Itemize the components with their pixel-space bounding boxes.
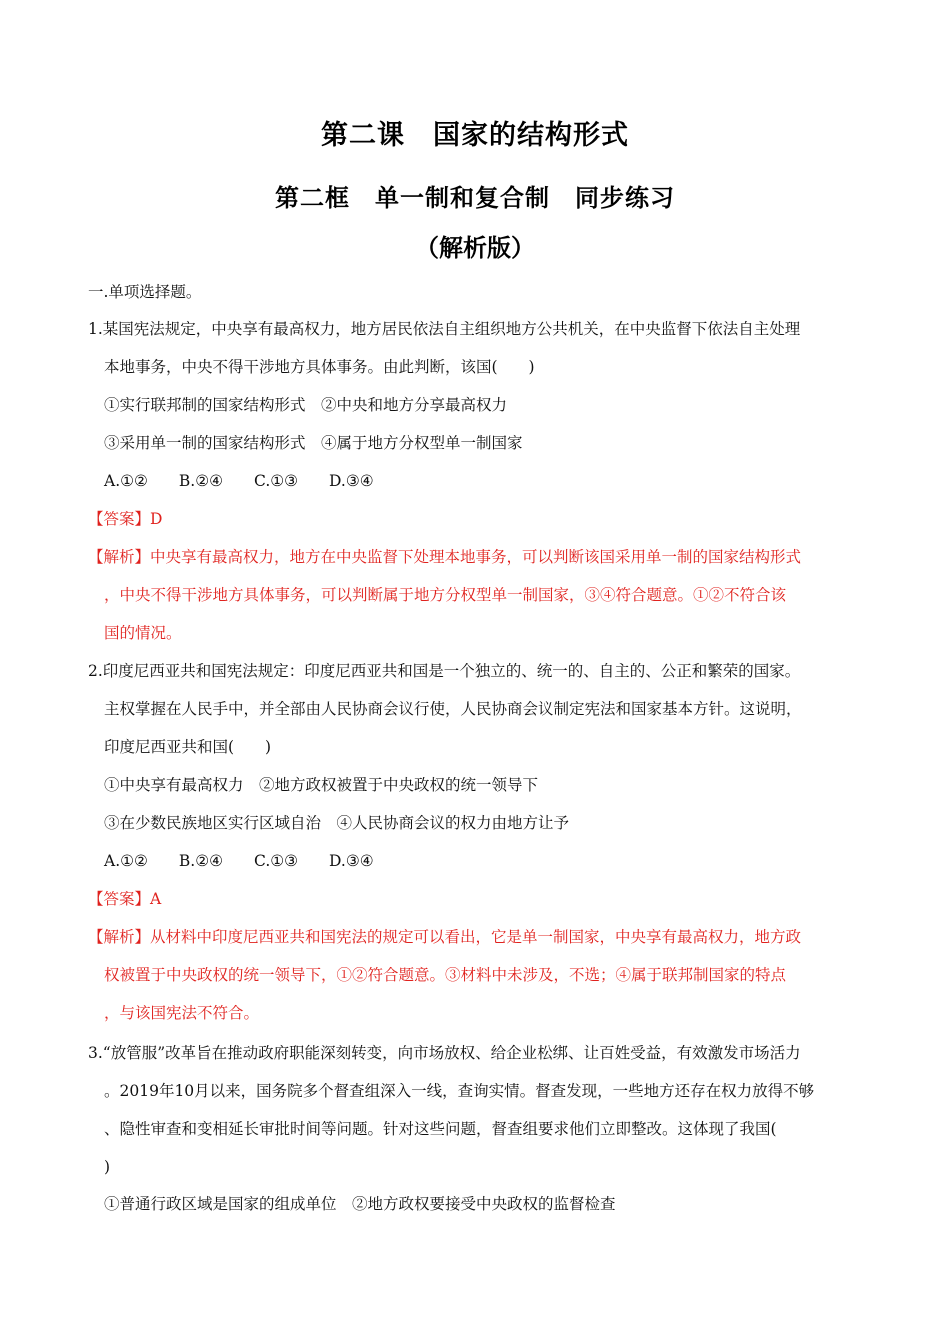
q3-stem-line3: 、隐性审查和变相延长审批时间等问题。针对这些问题，督查组要求他们立即整改。这体现了我国( (104, 1120, 777, 1138)
q1-options-line2: ③采用单一制的国家结构形式 ④属于地方分权型单一制国家 (104, 434, 523, 452)
q1-analysis-line3: 国的情况。 (104, 624, 182, 642)
q2-stem-line3: 印度尼西亚共和国( ) (104, 738, 272, 756)
q2-analysis-line1: 【解析】从材料中印度尼西亚共和国宪法的规定可以看出，它是单一制国家，中央享有最高权力，地方政 (88, 928, 802, 946)
q3-stem-line4: ) (104, 1158, 111, 1176)
q2-options-line1: ①中央享有最高权力 ②地方政权被置于中央政权的统一领导下 (104, 776, 539, 794)
section-title: 第二框 单一制和复合制 同步练习 (275, 184, 675, 212)
q1-stem-line2: 本地事务，中央不得干涉地方具体事务。由此判断，该国( ) (104, 358, 535, 376)
q1-analysis-line2: ，中央不得干涉地方具体事务，可以判断属于地方分权型单一制国家，③④符合题意。①②不符合该 (104, 586, 787, 604)
q1-choices: A.①② B.②④ C.①③ D.③④ (104, 472, 374, 490)
q1-stem-line1: 1.某国宪法规定，中央享有最高权力，地方居民依法自主组织地方公共机关，在中央监督下依法自主处理 (88, 320, 801, 338)
q3-stem-line1: 3.“放管服”改革旨在推动政府职能深刻转变，向市场放权、给企业松绑、让百姓受益，有效激发市场活力 (88, 1044, 801, 1062)
edition-title: （解析版） (415, 234, 535, 262)
lesson-title: 第二课 国家的结构形式 (321, 120, 629, 151)
q2-stem-line2: 主权掌握在人民手中，并全部由人民协商会议行使，人民协商会议制定宪法和国家基本方针。这说明， (104, 700, 802, 718)
q2-analysis-line3: ，与该国宪法不符合。 (104, 1004, 260, 1022)
q3-stem-line2: 。2019年10月以来，国务院多个督查组深入一线，查询实情。督查发现，一些地方还存在权力放得不够 (104, 1082, 815, 1100)
q1-options-line1: ①实行联邦制的国家结构形式 ②中央和地方分享最高权力 (104, 396, 508, 414)
q2-analysis-line2: 权被置于中央政权的统一领导下，①②符合题意。③材料中未涉及，不选；④属于联邦制国家的特点 (104, 966, 787, 984)
q1-answer: 【答案】D (88, 510, 163, 528)
q2-options-line2: ③在少数民族地区实行区域自治 ④人民协商会议的权力由地方让予 (104, 814, 570, 832)
q2-stem-line1: 2.印度尼西亚共和国宪法规定：印度尼西亚共和国是一个独立的、统一的、自主的、公正和繁荣的国家。 (88, 662, 801, 680)
q2-answer: 【答案】A (88, 890, 162, 908)
q1-analysis-line1: 【解析】中央享有最高权力，地方在中央监督下处理本地事务，可以判断该国采用单一制的国家结构形式 (88, 548, 802, 566)
q2-choices: A.①② B.②④ C.①③ D.③④ (104, 852, 374, 870)
section-heading: 一.单项选择题。 (88, 283, 202, 301)
q3-options-line1: ①普通行政区域是国家的组成单位 ②地方政权要接受中央政权的监督检查 (104, 1195, 616, 1213)
